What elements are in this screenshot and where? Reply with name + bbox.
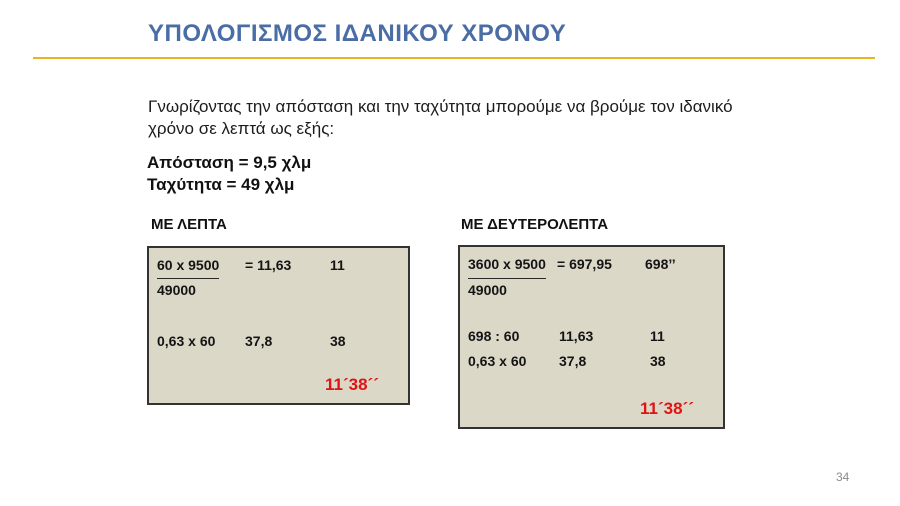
minutes-fraction-bar <box>157 278 219 279</box>
seconds-row2-expr: 698 : 60 <box>468 328 520 344</box>
speed-line: Ταχύτητα = 49 χλμ <box>147 174 295 194</box>
page-number: 34 <box>836 470 850 484</box>
slide-title: ΥΠΟΛΟΓΙΣΜΟΣ ΙΔΑΝΙΚΟΥ ΧΡΟΝΟΥ <box>148 20 567 47</box>
title-divider <box>33 57 875 59</box>
minutes-row1-result: = 11,63 <box>245 257 292 273</box>
seconds-fraction-bar <box>468 278 546 279</box>
minutes-box-label: ΜΕ ΛΕΠΤΑ <box>151 216 227 233</box>
seconds-row1-rounded: 698’’ <box>645 256 676 272</box>
seconds-row2-result: 11,63 <box>559 328 594 344</box>
minutes-row2-result: 37,8 <box>245 333 273 349</box>
minutes-fraction-denominator: 49000 <box>157 282 196 298</box>
seconds-box-label: ΜΕ ΔΕΥΤΕΡΟΛΕΠΤΑ <box>461 216 609 233</box>
minutes-total-time: 11´38´´ <box>325 375 379 394</box>
seconds-total-time: 11´38´´ <box>640 399 694 418</box>
seconds-row3-result: 37,8 <box>559 353 587 369</box>
minutes-fraction-numerator: 60 x 9500 <box>157 257 220 273</box>
seconds-row3-expr: 0,63 x 60 <box>468 353 527 369</box>
intro-text: Γνωρίζοντας την απόσταση και την ταχύτητα μπορούμε να βρούμε τον ιδανικό χρόνο σε λεπτά ως εξής: <box>148 97 733 139</box>
seconds-fraction-denominator: 49000 <box>468 282 507 298</box>
seconds-fraction-numerator: 3600 x 9500 <box>468 256 546 272</box>
seconds-row2-rounded: 11 <box>650 328 665 344</box>
minutes-row1-rounded: 11 <box>330 257 345 273</box>
minutes-row2-rounded: 38 <box>330 333 346 349</box>
minutes-row2-expr: 0,63 x 60 <box>157 333 216 349</box>
facts-block <box>147 152 311 196</box>
distance-line: Απόσταση = 9,5 χλμ <box>147 153 312 172</box>
seconds-calc-box <box>458 245 725 429</box>
seconds-row3-rounded: 38 <box>650 353 666 369</box>
minutes-calc-box <box>147 246 410 405</box>
seconds-row1-result: = 697,95 <box>557 256 612 272</box>
